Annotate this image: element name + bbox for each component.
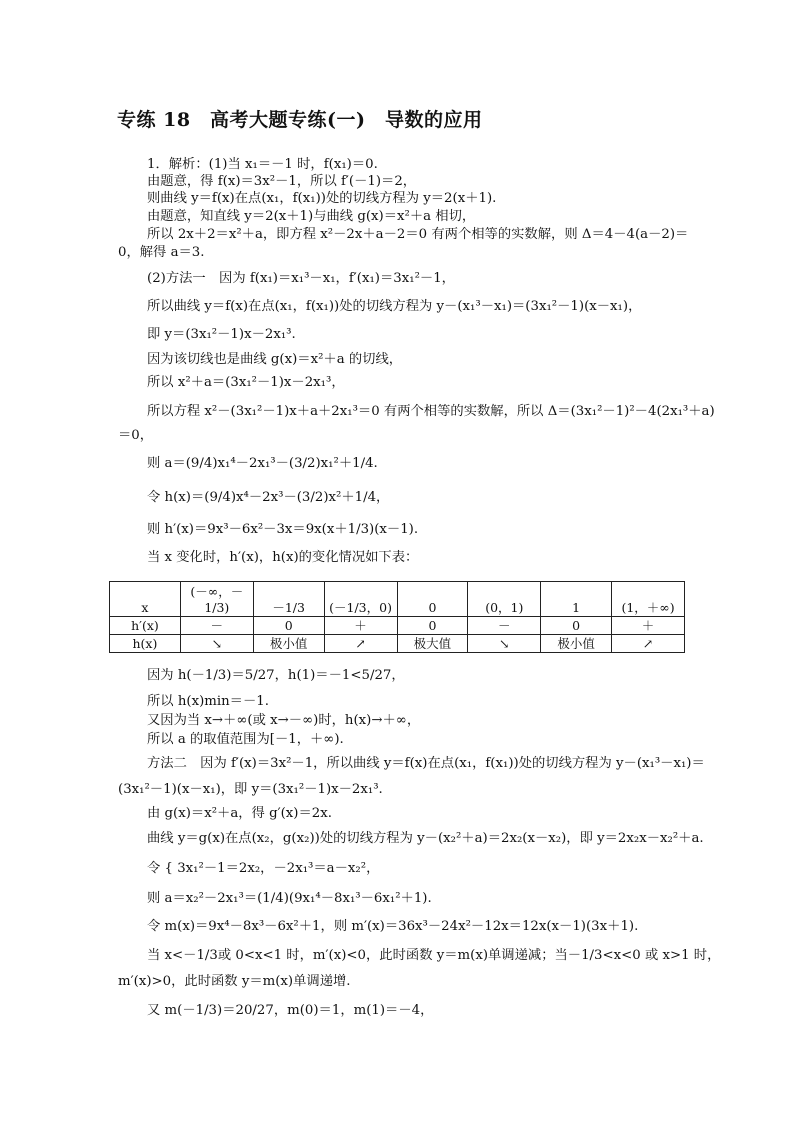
text-line: 所以 a 的取值范围为[－1，＋∞).	[147, 732, 344, 747]
text-line: 所以 2x＋2＝x²＋a，即方程 x²－2x＋a－2＝0 有两个相等的实数解，则 Δ＝4－4(a－2)＝	[147, 227, 689, 242]
text-line: 令 h(x)＝(9/4)x⁴－2x³－(3/2)x²＋1/4，	[147, 490, 390, 505]
text-line: 又因为当 x→＋∞(或 x→－∞)时，h(x)→＋∞，	[147, 713, 421, 728]
table-header-cell: 1	[541, 582, 612, 617]
table-header-row	[110, 582, 685, 617]
table-cell: ↘	[468, 635, 541, 653]
table-header-cell: (0，1)	[468, 582, 541, 617]
text-line: 所以方程 x²－(3x₁²－1)x＋a＋2x₁³＝0 有两个相等的实数解，所以 Δ＝(3x₁²－1)²－4(2x₁³＋a)	[147, 404, 715, 419]
table-row	[110, 617, 685, 635]
text-line: (3x₁²－1)(x－x₁)，即 y＝(3x₁²－1)x－2x₁³.	[118, 782, 383, 797]
table-cell: 0	[397, 617, 468, 635]
table-cell: 0	[541, 617, 612, 635]
text-line: 由题意，知直线 y＝2(x＋1)与曲线 g(x)＝x²＋a 相切，	[147, 209, 476, 224]
text-line: 则曲线 y＝f(x)在点(x₁，f(x₁))处的切线方程为 y＝2(x＋1).	[147, 191, 497, 206]
text-line: (2)方法一 因为 f(x₁)＝x₁³－x₁，f′(x₁)＝3x₁²－1，	[147, 271, 455, 286]
table-header-cell: x	[110, 582, 181, 617]
text-line: 1．解析：(1)当 x₁＝－1 时，f(x₁)＝0.	[147, 157, 378, 172]
text-line: 当 x<－1/3或 0<x<1 时，m′(x)<0，此时函数 y＝m(x)单调递减；当－1/3<x<0 或 x>1 时，	[147, 948, 721, 963]
table-cell: ＋	[612, 617, 685, 635]
text-line: 曲线 y＝g(x)在点(x₂，g(x₂))处的切线方程为 y－(x₂²＋a)＝2x₂(x－x₂)，即 y＝2x₂x－x₂²＋a.	[147, 831, 704, 846]
table-cell: 极小值	[253, 635, 324, 653]
text-line: 则 a＝(9/4)x₁⁴－2x₁³－(3/2)x₁²＋1/4.	[147, 456, 378, 471]
table-cell: ＋	[324, 617, 397, 635]
table-cell: h′(x)	[110, 617, 181, 635]
table-header-cell: －1/3	[253, 582, 324, 617]
text-line: 由题意，得 f(x)＝3x²－1，所以 f′(－1)＝2，	[147, 174, 417, 189]
table-cell: h(x)	[110, 635, 181, 653]
text-line: 即 y＝(3x₁²－1)x－2x₁³.	[147, 327, 296, 342]
text-line: 令 m(x)＝9x⁴－8x³－6x²＋1，则 m′(x)＝36x³－24x²－12x＝12x(x－1)(3x＋1).	[147, 919, 639, 934]
text-line: 由 g(x)＝x²＋a，得 g′(x)＝2x.	[147, 806, 332, 821]
page-title: 专练 18 高考大题专练(一) 导数的应用	[117, 109, 483, 131]
text-line: 所以 x²＋a＝(3x₁²－1)x－2x₁³，	[147, 375, 345, 390]
table-header-cell: (－∞，－1/3)	[180, 582, 253, 617]
text-line: 因为该切线也是曲线 g(x)＝x²＋a 的切线，	[147, 352, 403, 367]
table-cell: －	[180, 617, 253, 635]
text-line: m′(x)>0，此时函数 y＝m(x)单调递增.	[118, 974, 351, 989]
text-line: 方法二 因为 f′(x)＝3x²－1，所以曲线 y＝f(x)在点(x₁，f(x₁))处的切线方程为 y－(x₁³－x₁)＝	[147, 756, 705, 771]
text-line: 令 { 3x₁²－1＝2x₂，－2x₁³＝a－x₂²，	[147, 861, 380, 876]
table-cell: ↗	[324, 635, 397, 653]
text-line: 当 x 变化时，h′(x)，h(x)的变化情况如下表：	[147, 550, 419, 565]
table-header-cell: 0	[397, 582, 468, 617]
text-line: 0，解得 a＝3.	[118, 245, 205, 260]
table-header-cell: (－1/3，0)	[324, 582, 397, 617]
table-row	[110, 635, 685, 653]
table-cell: 极大值	[397, 635, 468, 653]
table-cell: 极小值	[541, 635, 612, 653]
text-line: 又 m(－1/3)＝20/27，m(0)＝1，m(1)＝－4，	[147, 1003, 434, 1018]
table-cell: －	[468, 617, 541, 635]
text-line: 则 a＝x₂²－2x₁³＝(1/4)(9x₁⁴－8x₁³－6x₁²＋1).	[147, 891, 432, 906]
table-cell: ↘	[180, 635, 253, 653]
text-line: ＝0，	[118, 428, 154, 443]
text-line: 所以曲线 y＝f(x)在点(x₁，f(x₁))处的切线方程为 y－(x₁³－x₁)＝(3x₁²－1)(x－x₁)，	[147, 299, 642, 314]
variation-table	[109, 581, 685, 653]
text-line: 则 h′(x)＝9x³－6x²－3x＝9x(x＋1/3)(x－1).	[147, 522, 419, 537]
table-cell: 0	[253, 617, 324, 635]
text-line: 因为 h(－1/3)＝5/27，h(1)＝－1<5/27，	[147, 668, 405, 683]
table-cell: ↗	[612, 635, 685, 653]
text-line: 所以 h(x)min＝－1.	[147, 694, 269, 709]
table-header-cell: (1，＋∞)	[612, 582, 685, 617]
